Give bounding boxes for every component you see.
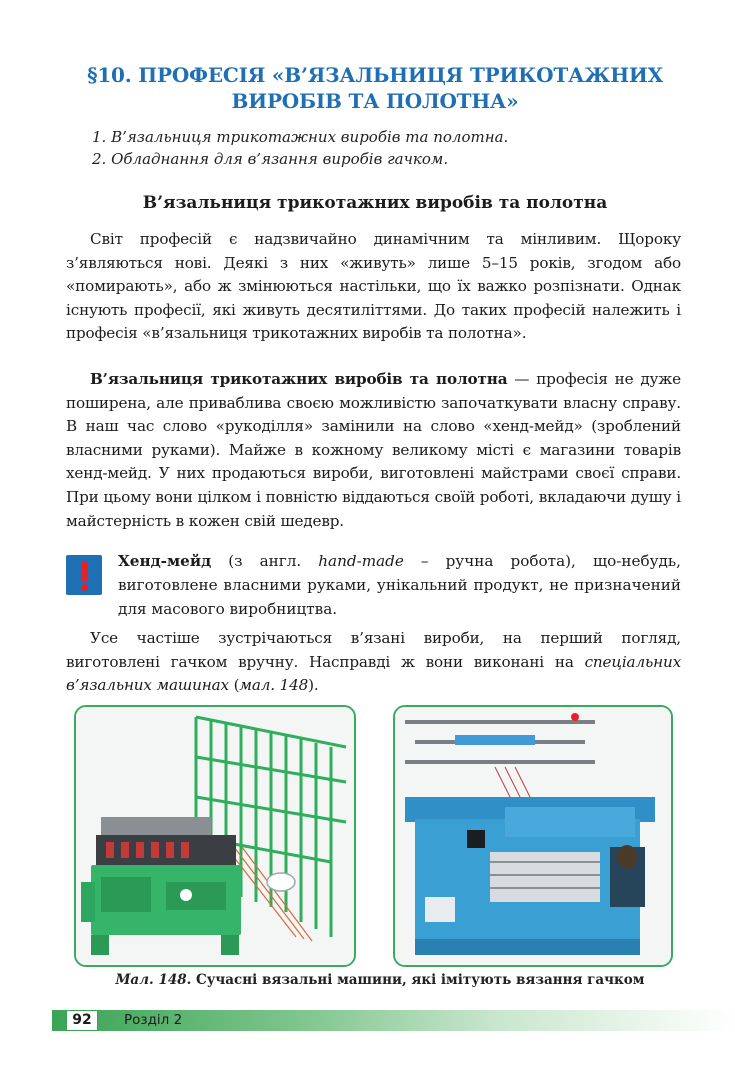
english-term: hand-made: [318, 552, 404, 570]
page-number: 92: [66, 1010, 98, 1031]
figure-reference: мал. 148: [239, 676, 309, 695]
definition-term: Хенд-мейд: [118, 552, 212, 570]
figure-caption: [60, 972, 700, 988]
paragraph-2-text: — професія не дуже поширена, але приваблива своєю можливістю започаткувати власну справу. В наш час слово «рукоділля» замінили на слово «хенд-мейд» (зроблений власними руками). Майже в кожному великому місті є магазини товарів хенд-мейд. У них продаються вироби, виготовлені майстрами своєї справи. При цьому вони цілком і повністю віддаються своїй роботі, вкладаючи душу і майстерність в кожен свій шедевр.: [66, 370, 681, 530]
figure-caption-text: Сучасні вязальні машини, які імітують вязання гачком: [191, 972, 645, 988]
section-heading-line-1: §10. ПРОФЕСІЯ «В’ЯЗАЛЬНИЦЯ ТРИКОТАЖНИХ: [87, 63, 663, 87]
section-outline: [92, 126, 692, 170]
section-label: Розділ 2: [124, 1012, 183, 1028]
green-machine-illustration: [76, 707, 354, 965]
section-heading: [60, 62, 690, 114]
paragraph-2: [66, 368, 681, 533]
machines-term: спеціальних в’язальних машинах: [66, 652, 681, 695]
figure-label: Мал. 148.: [115, 972, 192, 988]
photo-blue-knitting-machine: [393, 705, 673, 967]
outline-item: 1. В’язальниця трикотажних виробів та полотна.: [92, 128, 509, 146]
paragraph-1: [66, 228, 681, 346]
definition-text: – ручна робота), що-небудь, виготовлене власними руками, унікальний продукт, не призначений для масового виробництва.: [118, 552, 681, 618]
outline-item: 2. Обладнання для в’язання виробів гачком.: [92, 150, 449, 168]
blue-machine-illustration: [395, 707, 671, 965]
definition-note: Хенд-мейд (з англ. hand-made – ручна робота), що-небудь, виготовлене власними руками, унікальний продукт, не призначений для масового виробництва.: [118, 552, 681, 618]
paragraph-3: Усе частіше зустрічаються в’язані вироби, на перший погляд, виготовлені гачком вручну. Насправді ж вони виконані на спеціальних в’язальних машинах (мал. 148).: [66, 629, 681, 695]
paragraph-1-text: Світ професій є надзвичайно динамічним та мінливим. Щороку з’являються нові. Деякі з них «живуть» лише 5–15 років, згодом або «помирають», або ж змінюються настільки, що їх важко розпізнати. Однак існують професії, які живуть десятиліттями. До таких професій належить і професія «в’язальниця трикотажних виробів та полотна».: [66, 230, 681, 343]
subsection-heading: В’язальниця трикотажних виробів та полотна: [142, 193, 608, 213]
exclamation-icon: [66, 555, 102, 595]
section-heading-line-2: ВИРОБІВ ТА ПОЛОТНА»: [231, 89, 519, 113]
photo-green-knitting-machine: [74, 705, 356, 967]
profession-term: В’язальниця трикотажних виробів та полотна: [90, 370, 508, 388]
